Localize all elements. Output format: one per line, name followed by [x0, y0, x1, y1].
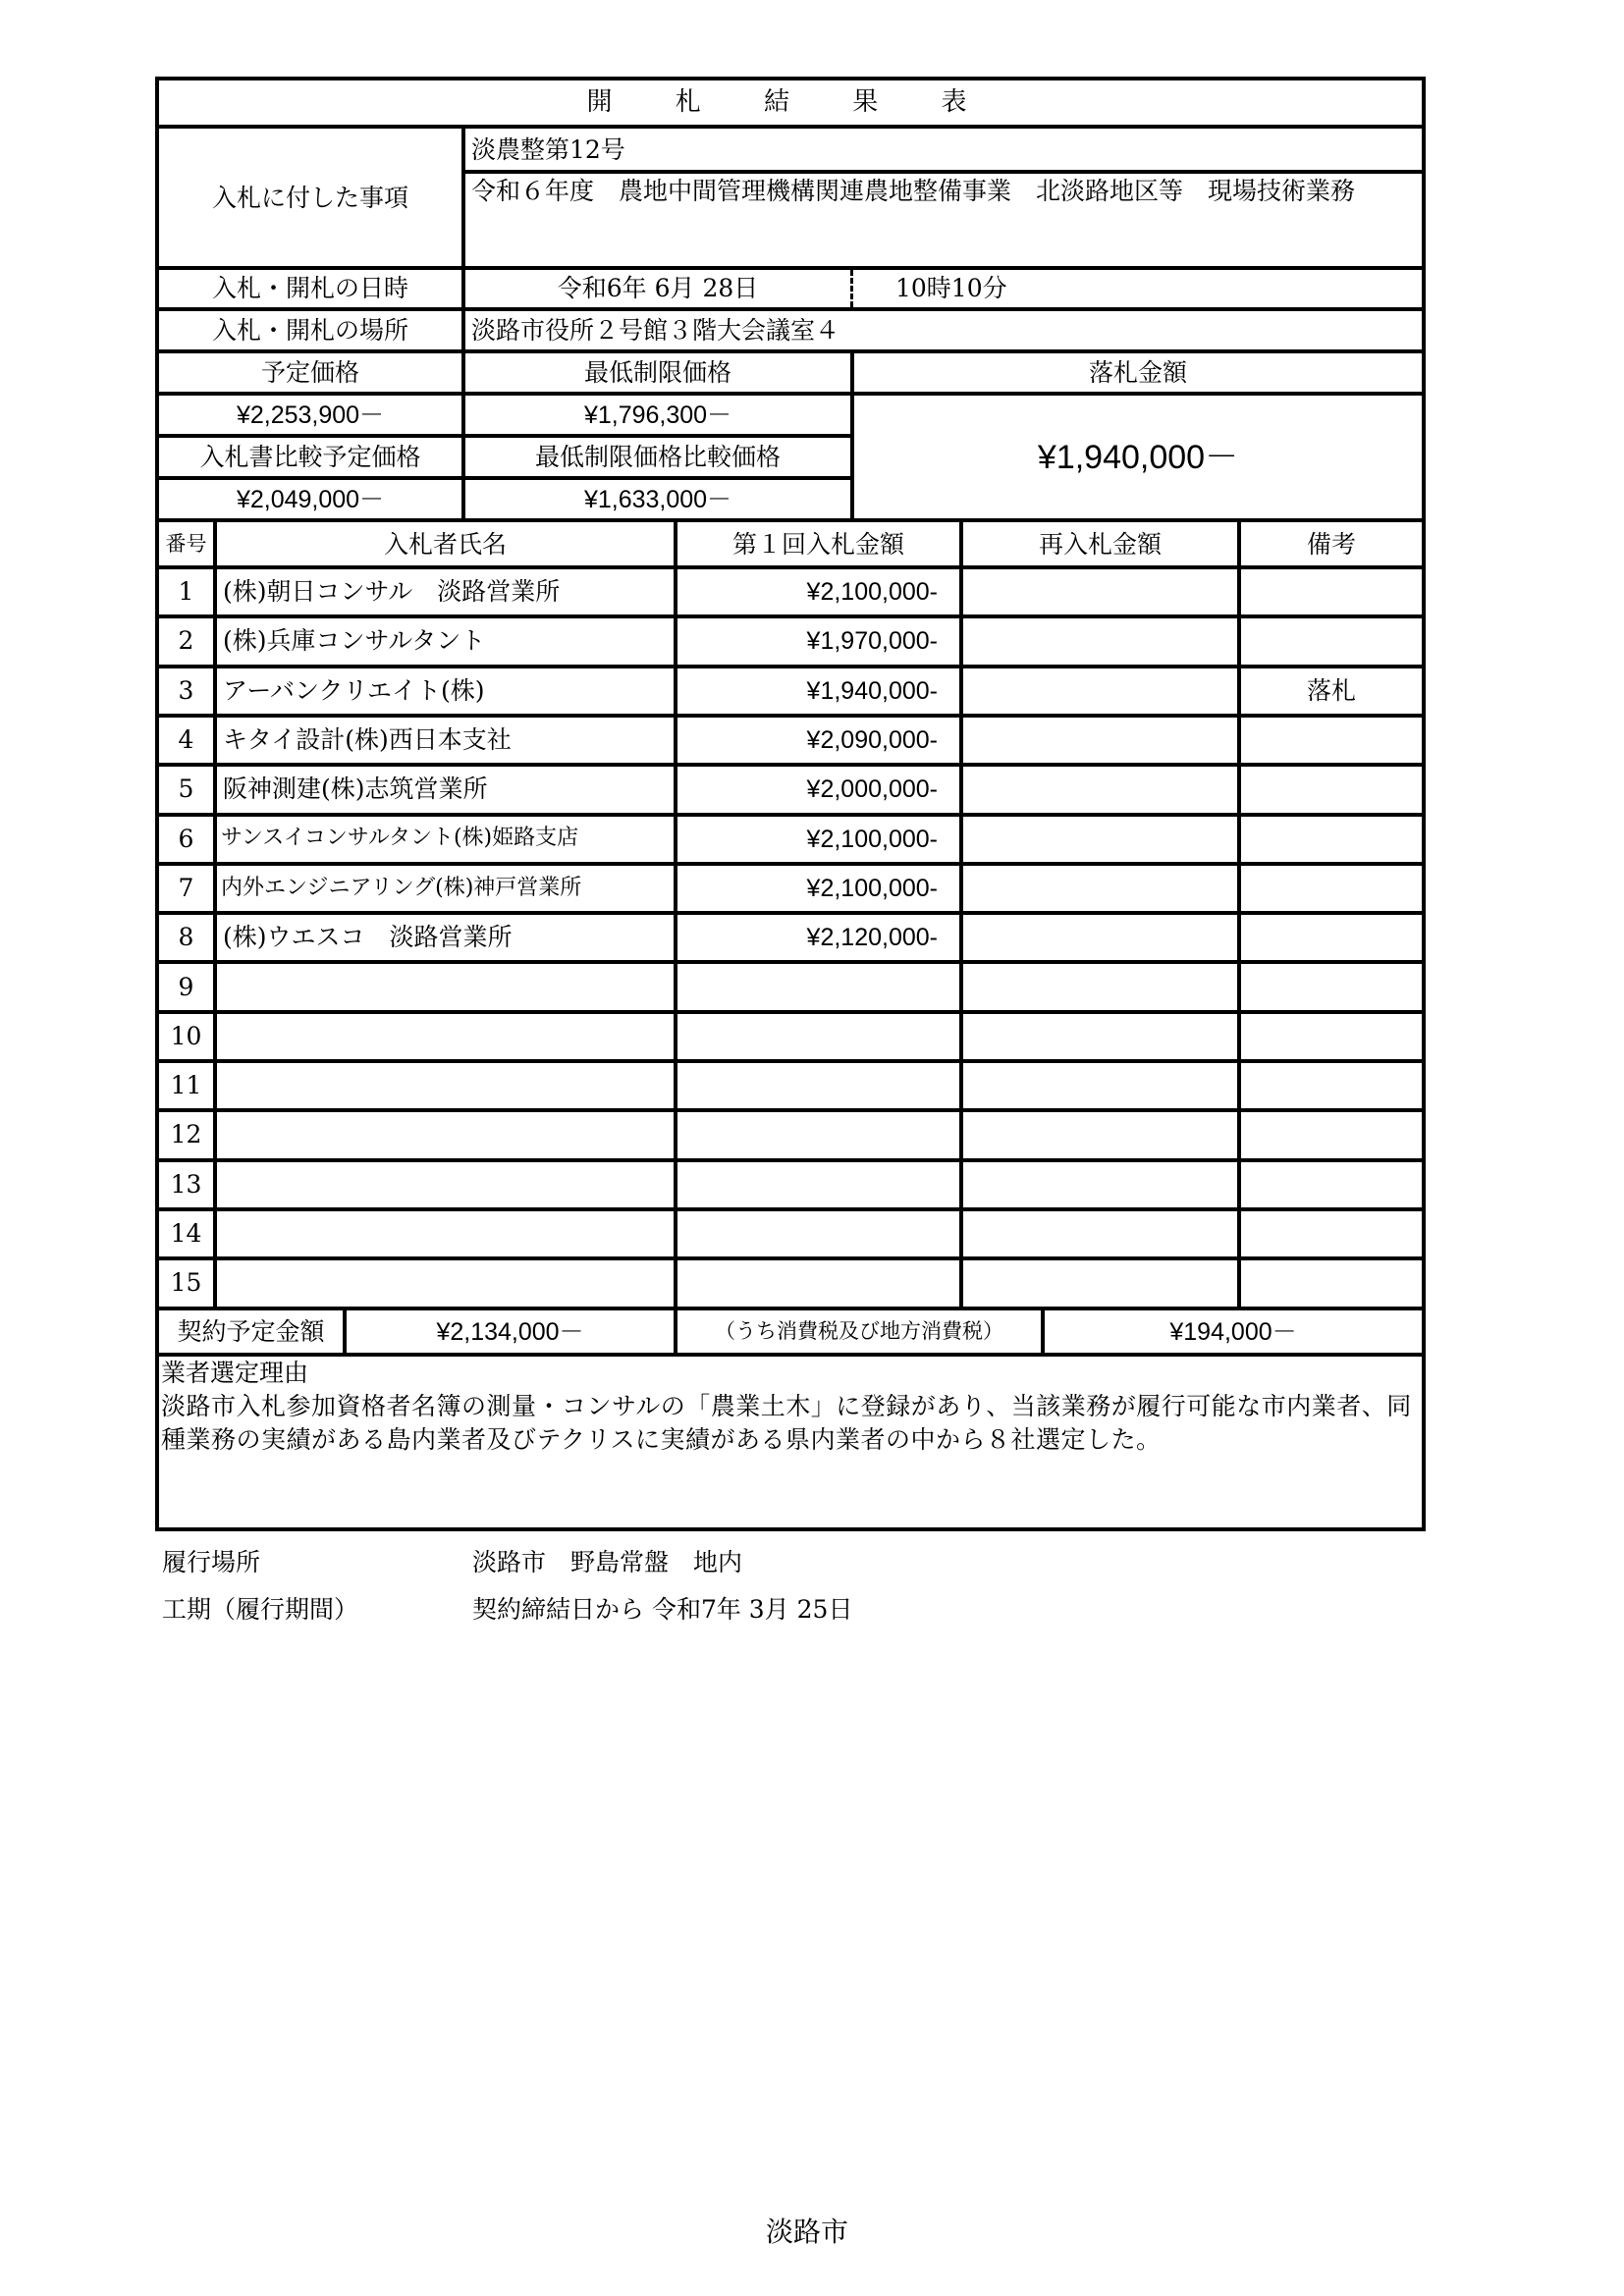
bidder-name — [217, 1211, 674, 1256]
first-bid-amount: ¥1,970,000- — [806, 627, 938, 656]
selection-text: 淡路市入札参加資格者名簿の測量・コンサルの「農業土木」に登録があり、当該業務が履行可能な市内業者、同種業務の実績がある島内業者及びテクリスに実績がある県内業者の中から８社選定した。 — [161, 1392, 1412, 1454]
bidder-name — [217, 964, 674, 1009]
row-number: 2 — [178, 626, 194, 656]
place-label: 入札・開札の場所 — [211, 316, 408, 345]
note — [1241, 1162, 1422, 1207]
first-bid-amount — [677, 1260, 959, 1306]
min-price-label: 最低制限価格 — [583, 358, 731, 387]
page-footer: 淡路市 — [766, 2216, 849, 2248]
row-number: 3 — [178, 675, 194, 705]
rebid-amount — [963, 569, 1237, 614]
bidder-name — [217, 1112, 674, 1157]
compare-min-label: 最低制限価格比較価格 — [534, 443, 781, 471]
subject-name: 令和６年度 農地中間管理機構関連農地整備事業 北淡路地区等 現場技術業務 — [471, 177, 1356, 205]
period-label: 工期（履行期間） — [162, 1595, 359, 1624]
rebid-amount — [963, 866, 1237, 911]
bidder-name: キタイ設計(株)西日本支社 — [223, 725, 512, 755]
first-bid-amount: ¥1,940,000- — [806, 676, 938, 705]
row-number: 13 — [170, 1169, 202, 1199]
first-bid-amount — [677, 1162, 959, 1207]
tax-value: ¥194,000－ — [1169, 1318, 1297, 1346]
first-bid-amount: ¥2,100,000- — [806, 874, 938, 902]
first-bid-amount: ¥2,000,000- — [806, 775, 938, 804]
rebid-amount — [963, 817, 1237, 862]
period-value: 契約締結日から 令和7年 3月 25日 — [472, 1595, 853, 1624]
row-number: 12 — [170, 1120, 202, 1149]
compare-planned-value: ¥2,049,000－ — [236, 486, 385, 513]
rebid-amount — [963, 1014, 1237, 1059]
note: 落札 — [1306, 675, 1356, 705]
rebid-amount — [963, 915, 1237, 960]
rebid-amount — [963, 767, 1237, 812]
row-number: 6 — [178, 824, 194, 853]
note — [1241, 1063, 1422, 1108]
bid-date: 令和6年 6月 28日 — [557, 274, 759, 302]
note — [1241, 1211, 1422, 1256]
first-bid-amount — [677, 1112, 959, 1157]
row-number: 10 — [170, 1021, 202, 1050]
bidder-name — [217, 1014, 674, 1059]
first-bid-amount — [677, 1063, 959, 1108]
rebid-amount — [963, 668, 1237, 714]
row-number: 14 — [170, 1219, 202, 1249]
note — [1241, 915, 1422, 960]
compare-min-value: ¥1,633,000－ — [583, 486, 732, 513]
rebid-amount — [963, 1112, 1237, 1157]
bidder-name: アーバンクリエイト(株) — [223, 675, 485, 705]
rebid-amount — [963, 1063, 1237, 1108]
rebid-amount — [963, 1211, 1237, 1256]
planned-price-value: ¥2,253,900－ — [236, 401, 385, 429]
header-note: 備考 — [1306, 529, 1356, 559]
header-rebid: 再入札金額 — [1038, 529, 1162, 559]
location-value: 淡路市 野島常盤 地内 — [472, 1548, 743, 1576]
rebid-amount — [963, 618, 1237, 664]
note — [1241, 618, 1422, 664]
compare-planned-label: 入札書比較予定価格 — [199, 443, 421, 471]
award-price-label: 落札金額 — [1088, 358, 1187, 387]
first-bid-amount: ¥2,090,000- — [806, 726, 938, 755]
bidder-name — [217, 1063, 674, 1108]
bidder-name: 阪神測建(株)志筑営業所 — [223, 774, 488, 804]
contract-label: 契約予定金額 — [177, 1317, 325, 1346]
bidder-name — [217, 1162, 674, 1207]
rebid-amount — [963, 964, 1237, 1009]
note — [1241, 767, 1422, 812]
header-no: 番号 — [165, 531, 207, 556]
first-bid-amount — [677, 964, 959, 1009]
first-bid-amount — [677, 1211, 959, 1256]
note — [1241, 964, 1422, 1009]
place-value: 淡路市役所２号館３階大会議室４ — [471, 316, 840, 345]
row-number: 8 — [178, 923, 194, 952]
bidder-name: 内外エンジニアリング(株)神戸営業所 — [221, 875, 582, 900]
planned-price-label: 予定価格 — [260, 358, 359, 387]
bidder-name — [217, 1260, 674, 1306]
note — [1241, 866, 1422, 911]
row-number: 7 — [178, 873, 194, 902]
header-name: 入札者氏名 — [383, 529, 507, 559]
row-number: 1 — [178, 577, 194, 607]
contract-value: ¥2,134,000－ — [436, 1318, 584, 1346]
rebid-amount — [963, 718, 1237, 763]
bidder-name: サンスイコンサルタント(株)姫路支店 — [221, 826, 579, 851]
first-bid-amount: ¥2,120,000- — [806, 924, 938, 952]
page-title: 開 札 結 果 表 — [586, 87, 995, 118]
row-number: 5 — [178, 774, 194, 804]
first-bid-amount: ¥2,100,000- — [806, 578, 938, 607]
award-price-value: ¥1,940,000－ — [1037, 438, 1239, 476]
rebid-amount — [963, 1260, 1237, 1306]
bidder-name: (株)ウエスコ 淡路営業所 — [223, 923, 513, 952]
subject-label: 入札に付した事項 — [211, 183, 408, 212]
row-number: 11 — [170, 1071, 202, 1100]
note — [1241, 718, 1422, 763]
header-first-bid: 第１回入札金額 — [731, 529, 904, 559]
note — [1241, 1014, 1422, 1059]
note — [1241, 1112, 1422, 1157]
row-number: 4 — [178, 725, 194, 755]
datetime-label: 入札・開札の日時 — [211, 274, 408, 302]
note — [1241, 569, 1422, 614]
selection-heading: 業者選定理由 — [161, 1359, 309, 1387]
first-bid-amount — [677, 1014, 959, 1059]
row-number: 9 — [178, 972, 194, 1001]
location-label: 履行場所 — [162, 1548, 261, 1576]
row-number: 15 — [170, 1268, 202, 1298]
tax-label: （うち消費税及び地方消費税） — [715, 1319, 1003, 1344]
bidder-name: (株)朝日コンサル 淡路営業所 — [223, 577, 561, 607]
rebid-amount — [963, 1162, 1237, 1207]
min-price-value: ¥1,796,300－ — [583, 401, 732, 429]
selection-reason — [161, 1357, 1418, 1527]
subject-number: 淡農整第12号 — [471, 134, 625, 164]
first-bid-amount: ¥2,100,000- — [806, 825, 938, 853]
bidder-name: (株)兵庫コンサルタント — [223, 626, 486, 656]
bid-time: 10時10分 — [895, 274, 1007, 302]
note — [1241, 1260, 1422, 1306]
note — [1241, 817, 1422, 862]
